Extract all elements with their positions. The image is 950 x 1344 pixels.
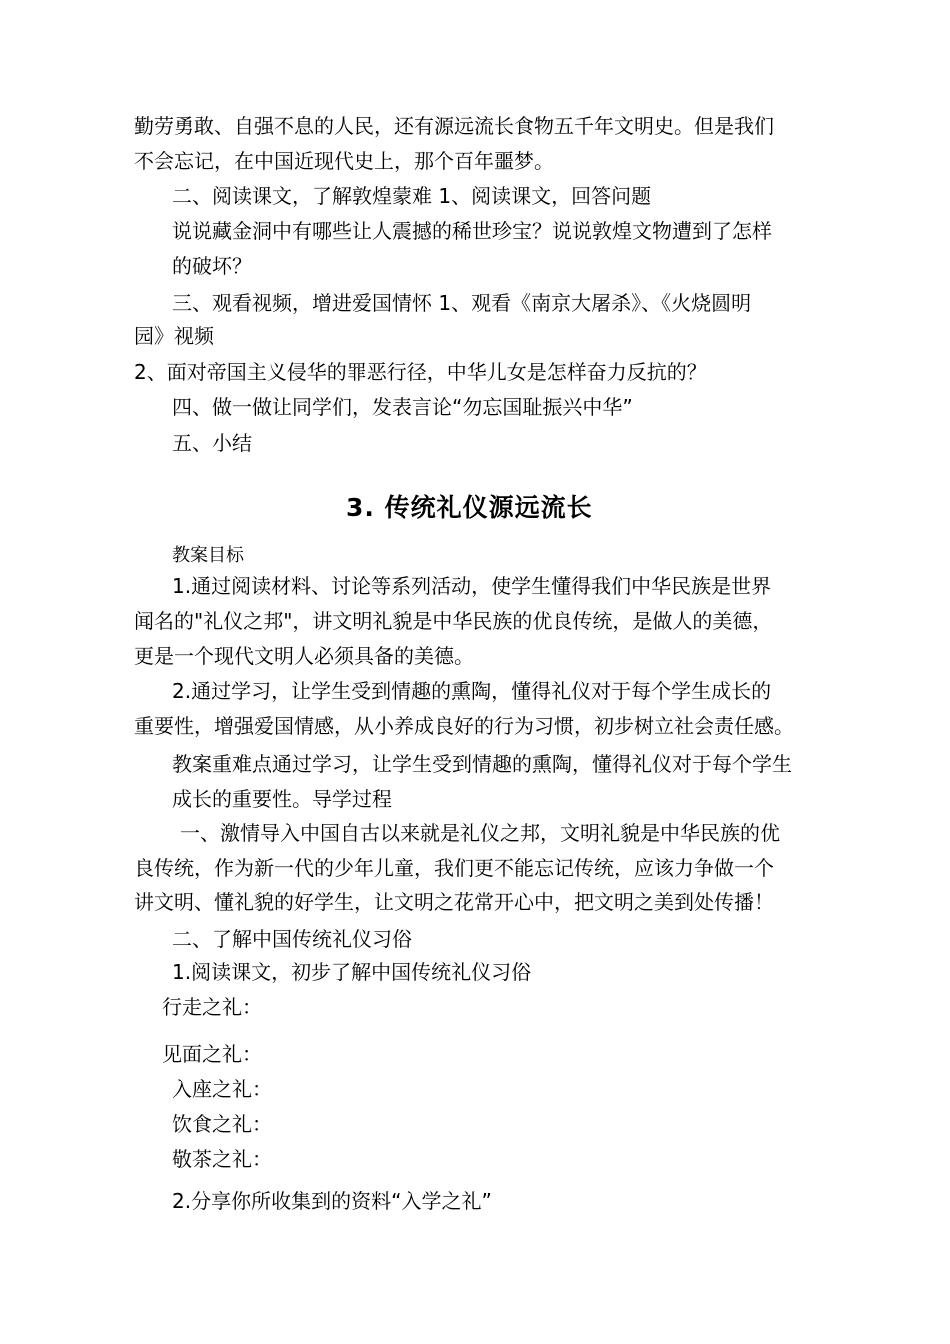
paragraph-line: 说说藏金洞中有哪些让人震撼的稀世珍宝？说说敦煌文物遭到了怎样 bbox=[172, 219, 772, 243]
paragraph-line: 闻名的"礼仪之邦"，讲文明礼貌是中华民族的优良传统，是做人的美德， bbox=[134, 609, 773, 633]
key-points-line: 教案重难点通过学习，让学生受到情趣的熏陶，懂得礼仪对于每个学生 bbox=[172, 752, 792, 776]
paragraph-line: 2.通过学习，让学生受到情趣的熏陶，懂得礼仪对于每个学生成长的 bbox=[172, 679, 772, 703]
paragraph-line: 讲文明、懂礼貌的好学生，让文明之花常开心中，把文明之美到处传播！ bbox=[134, 890, 774, 914]
paragraph-line: 园》视频 bbox=[134, 324, 214, 348]
paragraph-line: 1.阅读课文，初步了解中国传统礼仪习俗 bbox=[172, 960, 532, 984]
section-heading: 二、了解中国传统礼仪习俗 bbox=[172, 927, 412, 951]
paragraph-line: 的破坏？ bbox=[172, 254, 252, 278]
list-item: 行走之礼： bbox=[162, 995, 262, 1019]
lesson-title: 3. 传统礼仪源远流长 bbox=[346, 493, 593, 522]
key-points-line: 成长的重要性。导学过程 bbox=[172, 787, 392, 811]
section-heading: 二、阅读课文，了解敦煌蒙难 1、阅读课文，回答问题 bbox=[172, 184, 652, 208]
paragraph-line: 更是一个现代文明人必须具备的美德。 bbox=[134, 644, 474, 668]
paragraph-line: 2、面对帝国主义侵华的罪恶行径，中华儿女是怎样奋力反抗的？ bbox=[134, 360, 707, 384]
section-heading: 五、小结 bbox=[172, 431, 252, 455]
list-item: 饮食之礼： bbox=[172, 1112, 272, 1136]
paragraph-line: 重要性，增强爱国情感，从小养成良好的行为习惯，初步树立社会责任感。 bbox=[134, 714, 794, 738]
list-item: 敬茶之礼： bbox=[172, 1147, 272, 1171]
paragraph-line: 1.通过阅读材料、讨论等系列活动，使学生懂得我们中华民族是世界 bbox=[172, 574, 772, 598]
goal-heading: 教案目标 bbox=[172, 545, 244, 566]
paragraph-line: 2.分享你所收集到的资料“入学之礼” bbox=[172, 1189, 492, 1213]
list-item: 入座之礼： bbox=[172, 1077, 272, 1101]
section-heading: 三、观看视频，增进爱国情怀 1、观看《南京大屠杀》、《火烧圆明 bbox=[172, 291, 752, 315]
section-heading: 四、做一做让同学们，发表言论“勿忘国耻振兴中华” bbox=[172, 395, 633, 419]
paragraph-line: 不会忘记，在中国近现代史上，那个百年噩梦。 bbox=[134, 149, 554, 173]
paragraph-line: 一、激情导入中国自古以来就是礼仪之邦，文明礼貌是中华民族的优 bbox=[180, 821, 780, 845]
list-item: 见面之礼： bbox=[162, 1042, 262, 1066]
paragraph-line: 勤劳勇敢、自强不息的人民，还有源远流长食物五千年文明史。但是我们 bbox=[134, 114, 774, 138]
paragraph-line: 良传统，作为新一代的少年儿童，我们更不能忘记传统，应该力争做一个 bbox=[134, 856, 774, 880]
